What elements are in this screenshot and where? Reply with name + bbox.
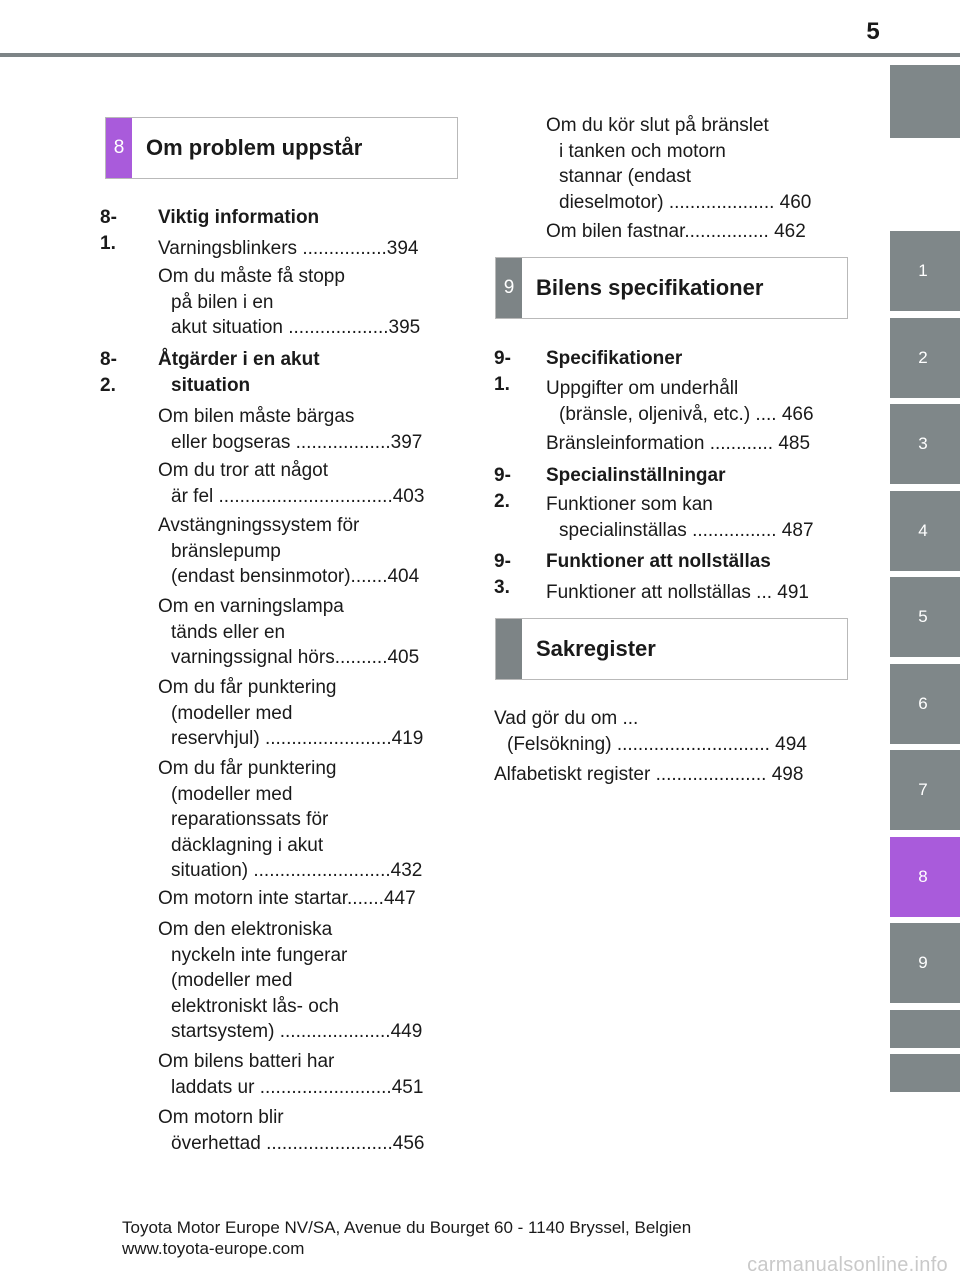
toc-entry[interactable]: Om bilen måste bärgas eller bogseras ..................397	[158, 406, 423, 453]
toc-entry[interactable]: Om du får punktering (modeller med reservhjul) ........................419	[158, 677, 424, 749]
toc-entry[interactable]: Bränsleinformation ............ 485	[546, 433, 811, 454]
chapter-number: 8	[106, 118, 132, 178]
toc-entry[interactable]: Om du tror att något är fel .................................403	[158, 460, 425, 507]
chapter-header-8[interactable]	[105, 117, 458, 179]
toc-entry[interactable]: Uppgifter om underhåll (bränsle, oljenivå, etc.) .... 466	[546, 378, 814, 425]
chapter-tab-blank-a[interactable]	[890, 1010, 960, 1048]
toc-entry[interactable]: Varningsblinkers ................394	[158, 238, 419, 259]
chapter-title: Bilens specifikationer	[536, 275, 764, 301]
chapter-tab-3[interactable]: 3	[890, 404, 960, 484]
chapter-tab-2[interactable]: 2	[890, 318, 960, 398]
toc-entry[interactable]: Om bilens batteri har laddats ur .........................451	[158, 1051, 424, 1098]
footer	[122, 1217, 691, 1259]
toc-entry[interactable]: Om en varningslampa tänds eller en varningssignal hörs..........405	[158, 596, 420, 668]
toc-entry[interactable]: Avstängningssystem för bränslepump (endast bensinmotor).......404	[158, 515, 420, 587]
chapter-tab-6[interactable]: 6	[890, 664, 960, 744]
toc-entry[interactable]: Om du kör slut på bränslet i tanken och motorn stannar (endast dieselmotor) .................... 460	[546, 115, 812, 213]
section-number: 9-2.	[494, 465, 511, 512]
index-header[interactable]	[495, 618, 848, 680]
toc-entry[interactable]: Om motorn inte startar.......447	[158, 888, 416, 909]
chapter-tab-7[interactable]: 7	[890, 750, 960, 830]
toc-entry[interactable]: Funktioner som kan specialinställas ................ 487	[546, 494, 814, 541]
section-title: Funktioner att nollställas	[546, 551, 771, 572]
chapter-number: 9	[496, 258, 522, 318]
toc-column-right	[494, 0, 848, 1200]
toc-column-left	[100, 0, 458, 1200]
chapter-tab-blank-top[interactable]	[890, 65, 960, 138]
section-title: Specifikationer	[546, 348, 683, 369]
footer-url[interactable]: www.toyota-europe.com	[122, 1239, 305, 1258]
section-number: 8-1.	[100, 207, 117, 254]
section-title: Viktig information	[158, 207, 320, 228]
toc-entry[interactable]: Vad gör du om ... (Felsökning) ............................. 494	[494, 708, 807, 755]
chapter-tab-5[interactable]: 5	[890, 577, 960, 657]
section-number: 8-2.	[100, 349, 117, 396]
toc-entry[interactable]: Om motorn blir överhettad ........................456	[158, 1107, 425, 1154]
toc-entry[interactable]: Om du måste få stopp på bilen i en akut situation ...................395	[158, 266, 421, 338]
chapter-tab-9[interactable]: 9	[890, 923, 960, 1003]
section-number: 9-1.	[494, 348, 511, 395]
footer-address: Toyota Motor Europe NV/SA, Avenue du Bourget 60 - 1140 Bryssel, Belgien	[122, 1218, 692, 1237]
toc-entry[interactable]: Funktioner att nollställas ... 491	[546, 582, 809, 603]
page-number: 5	[866, 18, 880, 45]
toc-entry[interactable]: Om den elektroniska nyckeln inte fungerar (modeller med elektroniskt lås- och startsystem) .....................449	[158, 919, 423, 1042]
section-title: Åtgärder i en akut situation	[158, 349, 320, 396]
watermark: carmanualsonline.info	[747, 1254, 948, 1276]
toc-entry[interactable]: Om bilen fastnar................ 462	[546, 221, 806, 242]
index-sidebar	[496, 619, 522, 679]
chapter-title: Om problem uppstår	[146, 135, 363, 161]
section-number: 9-3.	[494, 551, 511, 598]
chapter-header-9[interactable]	[495, 257, 848, 319]
index-title: Sakregister	[536, 636, 656, 662]
chapter-tab-4[interactable]: 4	[890, 491, 960, 571]
chapter-tab-blank-b[interactable]	[890, 1054, 960, 1092]
toc-entry[interactable]: Om du får punktering (modeller med reparationssats för däcklagning i akut situation) ..........................432	[158, 758, 423, 881]
chapter-tab-1[interactable]: 1	[890, 231, 960, 311]
chapter-tab-8[interactable]: 8	[890, 837, 960, 917]
toc-entry[interactable]: Alfabetiskt register ..................... 498	[494, 764, 804, 785]
section-title: Specialinställningar	[546, 465, 726, 486]
